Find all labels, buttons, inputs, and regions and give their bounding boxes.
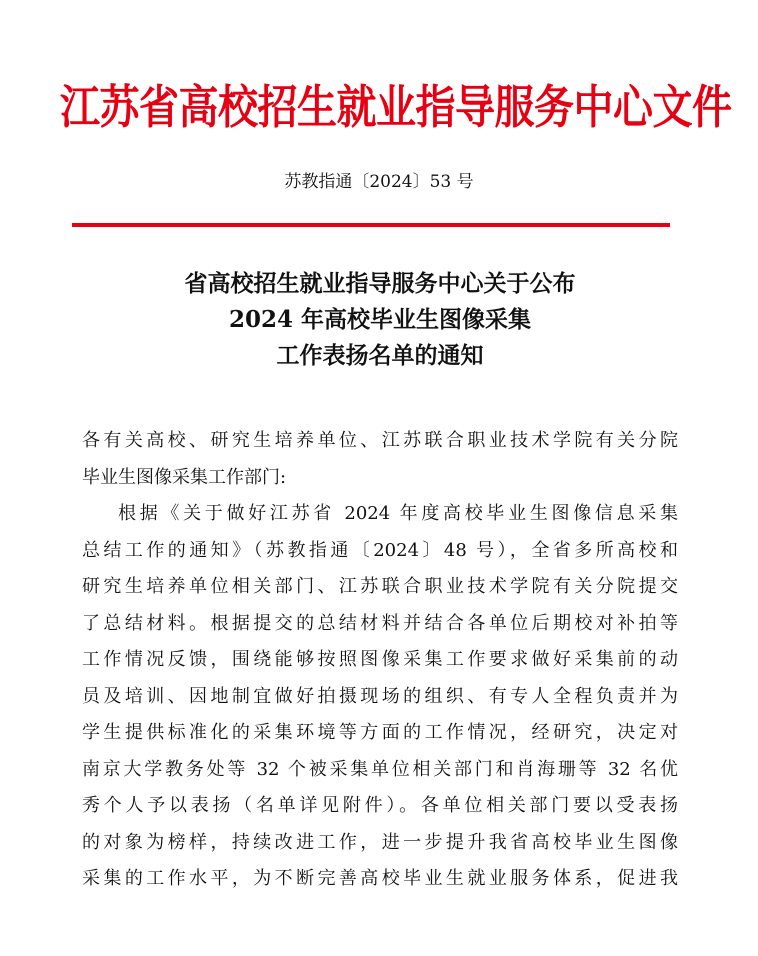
paragraph-line-2: 总结工作的通知》（苏教指通〔2024〕48 号），全省多所高校和 <box>82 539 678 561</box>
paragraph-line-1: 根据《关于做好江苏省 2024 年度高校毕业生图像信息采集 <box>118 503 678 524</box>
paragraph-line-3: 研究生培养单位相关部门、江苏联合职业技术学院有关分院提交 <box>82 576 678 597</box>
salutation-line-1: 各有关高校、研究生培养单位、江苏联合职业技术学院有关分院 <box>82 430 678 451</box>
document-number: 苏教指通〔2024〕53 号 <box>284 172 474 192</box>
paragraph-line-10: 的对象为榜样，持续改进工作，进一步提升我省高校毕业生图像 <box>82 831 678 853</box>
paragraph-line-6: 员及培训、因地制宜做好拍摄现场的组织、有专人全程负责并为 <box>82 685 678 707</box>
paragraph-line-5: 工作情况反馈，围绕能够按照图像采集工作要求做好采集前的动 <box>82 649 678 670</box>
notice-title-line-1: 省高校招生就业指导服务中心关于公布 <box>184 270 576 297</box>
paragraph-line-4: 了总结材料。根据提交的总结材料并结合各单位后期校对补拍等 <box>82 612 678 634</box>
notice-title-line-2: 2024 年高校毕业生图像采集 <box>228 306 532 333</box>
notice-title-line-3: 工作表扬名单的通知 <box>276 342 484 369</box>
salutation-line-2: 毕业生图像采集工作部门: <box>82 466 287 488</box>
notice-body <box>82 423 678 898</box>
paragraph-line-8: 南京大学教务处等 32 个被采集单位相关部门和肖海珊等 32 名优 <box>82 758 678 780</box>
paragraph-line-9: 秀个人予以表扬（名单详见附件）。各单位相关部门要以受表扬 <box>82 795 678 816</box>
issuing-organization-header: 江苏省高校招生就业指导服务中心文件 <box>60 80 732 135</box>
red-divider-rule <box>72 223 670 227</box>
paragraph-line-11: 采集的工作水平，为不断完善高校毕业生就业服务体系，促进我 <box>82 868 678 889</box>
paragraph-line-7: 学生提供标准化的采集环境等方面的工作情况，经研究，决定对 <box>82 722 678 743</box>
notice-title <box>60 266 700 374</box>
